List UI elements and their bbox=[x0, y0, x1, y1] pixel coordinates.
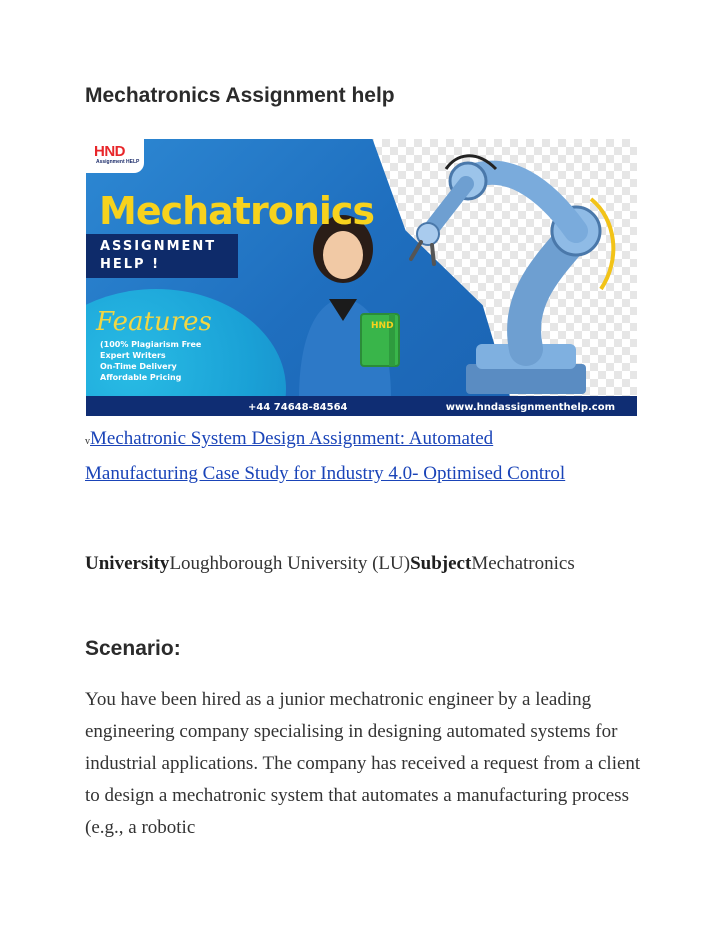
book-label: HND bbox=[371, 321, 394, 331]
banner-website: www.hndassignmenthelp.com bbox=[445, 402, 615, 413]
subject-value: Mechatronics bbox=[471, 553, 575, 574]
assignment-link[interactable]: Mechatronic System Design Assignment: Automated Manufacturing Case Study for Industry 4.0- Optimised Control bbox=[85, 428, 566, 484]
university-label: University bbox=[85, 553, 170, 574]
logo-subtext: Assignment HELP bbox=[96, 159, 140, 165]
scenario-text: You have been hired as a junior mechatronic engineer by a leading engineering company specialising in designing automated systems for industrial applications. The company has received a request from a client to design a mechatronic system that automates a manufacturing process (e.g., a robotic bbox=[85, 689, 641, 838]
banner-heading: Mechatronics bbox=[99, 189, 375, 233]
page-title: Mechatronics Assignment help bbox=[85, 84, 395, 107]
hnd-logo bbox=[86, 139, 144, 173]
banner-phone: +44 74648-84564 bbox=[248, 402, 348, 413]
assignment-meta bbox=[85, 548, 605, 580]
features-title: Features bbox=[96, 307, 212, 337]
subject-label: Subject bbox=[410, 553, 472, 574]
logo-text: HND bbox=[94, 143, 125, 160]
feature-item: On-Time Delivery bbox=[100, 362, 177, 371]
robot-arm-icon bbox=[376, 139, 637, 399]
student-illustration bbox=[281, 209, 411, 399]
feature-item: Affordable Pricing bbox=[100, 373, 182, 382]
university-value: Loughborough University (LU) bbox=[169, 553, 411, 574]
features-list bbox=[100, 339, 201, 383]
link-prefix: v bbox=[85, 436, 90, 447]
feature-item: Expert Writers bbox=[100, 351, 166, 360]
banner-subheading-box bbox=[86, 234, 238, 278]
banner-image bbox=[86, 139, 637, 416]
scenario-heading: Scenario: bbox=[85, 637, 181, 660]
feature-item: (100% Plagiarism Free bbox=[100, 340, 202, 349]
assignment-link-block bbox=[85, 423, 605, 490]
banner-subheading-line2: HELP ! bbox=[100, 257, 161, 272]
banner-subheading-line1: ASSIGNMENT bbox=[100, 239, 217, 254]
